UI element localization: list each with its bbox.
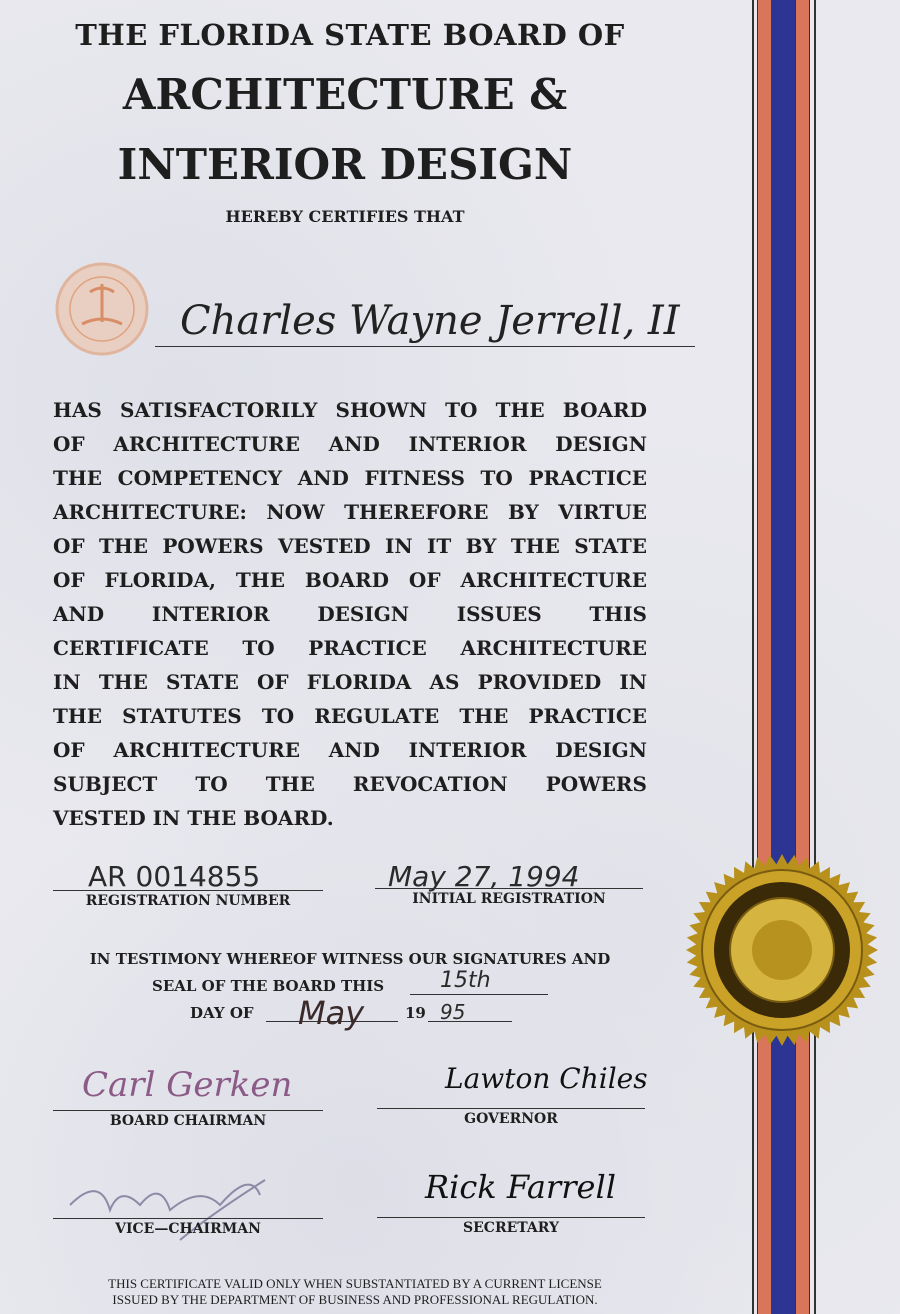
governor-line [377,1108,645,1109]
secretary-title: SECRETARY [463,1220,559,1236]
body-line: OF ARCHITECTURE AND INTERIOR DESIGN [53,738,647,762]
testimony-line2: SEAL OF THE BOARD THIS [152,977,385,995]
century-label: 19 [405,1004,426,1022]
florida-state-seal [52,262,152,356]
recipient-name: Charles Wayne Jerrell, II [180,298,680,344]
testimony-line1: IN TESTIMONY WHEREOF WITNESS OUR SIGNATURES AND [89,950,611,968]
ribbon-stripe-orange-right [795,0,810,1314]
body-line: IN THE STATE OF FLORIDA AS PROVIDED IN [53,670,647,694]
ribbon-stripe-blue [771,0,795,1314]
day-value: 15th [440,968,491,993]
registration-number: AR 0014855 [88,860,261,893]
chairman-line [53,1110,323,1111]
gold-board-seal [684,852,880,1048]
vice-chairman-line [53,1218,323,1219]
secretary-line [377,1217,645,1218]
body-line: THE STATUTES TO REGULATE THE PRACTICE [53,704,647,728]
body-line: THE COMPETENCY AND FITNESS TO PRACTICE [53,466,647,490]
body-line: SUBJECT TO THE REVOCATION POWERS [53,772,647,796]
body-line: AND INTERIOR DESIGN ISSUES THIS [53,602,647,626]
initial-registration-line [375,888,643,889]
board-name-line3: INTERIOR DESIGN [117,140,573,189]
initial-registration-date: May 27, 1994 [388,860,580,893]
year-value: 95 [440,1000,466,1024]
month-value: May [298,994,365,1032]
board-name-line2: ARCHITECTURE & [122,70,568,119]
governor-title: GOVERNOR [464,1111,558,1127]
registration-number-label: REGISTRATION NUMBER [85,893,291,909]
registration-number-line [53,890,323,891]
body-line: OF ARCHITECTURE AND INTERIOR DESIGN [53,432,647,456]
recipient-line [155,346,695,347]
ribbon-stripe-orange-left [757,0,772,1314]
body-line: ARCHITECTURE: NOW THEREFORE BY VIRTUE [53,500,647,524]
vice-chairman-title: VICE—CHAIRMAN [115,1221,261,1237]
body-line: OF FLORIDA, THE BOARD OF ARCHITECTURE [53,568,647,592]
body-line: CERTIFICATE TO PRACTICE ARCHITECTURE [53,636,647,660]
vice-chairman-signature [60,1165,280,1255]
hereby-certifies: HEREBY CERTIFIES THAT [225,207,465,226]
day-line [410,994,548,995]
footer-line2: ISSUED BY THE DEPARTMENT OF BUSINESS AND PROFESSIONAL REGULATION. [112,1292,598,1307]
body-line: VESTED IN THE BOARD. [53,806,334,830]
body-line: HAS SATISFACTORILY SHOWN TO THE BOARD [53,398,647,422]
secretary-signature: Rick Farrell [425,1168,616,1206]
initial-registration-label: INITIAL REGISTRATION [412,891,606,907]
ribbon-border-right [814,0,816,1314]
body-line: OF THE POWERS VESTED IN IT BY THE STATE [53,534,647,558]
chairman-title: BOARD CHAIRMAN [109,1113,267,1129]
ribbon-border-left [752,0,754,1314]
chairman-signature: Carl Gerken [82,1065,293,1105]
day-of-label: DAY OF [190,1004,254,1022]
board-name-line1: THE FLORIDA STATE BOARD OF [75,18,625,52]
governor-signature: Lawton Chiles [445,1062,648,1095]
footer-line1: THIS CERTIFICATE VALID ONLY WHEN SUBSTANTIATED BY A CURRENT LICENSE [108,1276,602,1291]
